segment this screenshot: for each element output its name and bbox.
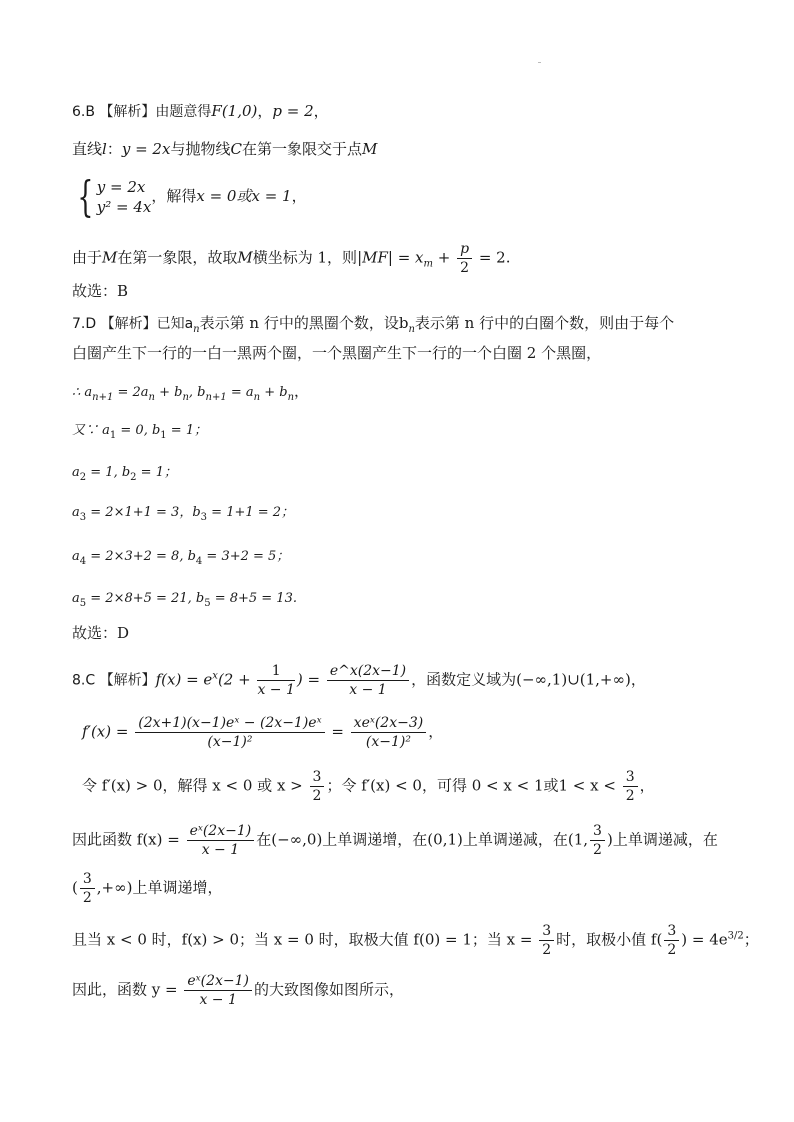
q6-system-line: { y = 2x y² = 4x ，解得x = 0或x = 1， [72,176,307,218]
q8-monotonic: 令 f′(x) > 0，解得 x < 0 或 x > $\frac{3}{2}$ ；令 f′(x) < 0，可得 0 < x < 1或1 < x < $\frac{3}{2}$ ， [82,769,655,804]
q7-row-2: $a_2 = 1$, $b_2 = 1$； [72,465,177,483]
q7-recurrence: ∴ $a_{n+1} = 2a_n + b_n$, $b_{n+1} = a_n + b_n$， [72,382,310,403]
fraction: $\frac{p}{2}$ [457,240,472,277]
q7-initial: 又∵ $a_1 = 0$, $b_1 = 1$； [72,423,208,441]
q6-line-2: 直线l：y = 2x与抛物线C在第一象限交于点M [72,140,378,158]
q8-derivative: f′(x) = $\frac{\text{(2x+1)(x−1)eˣ − (2x−1)eˣ}}{\text{(x−1)²}}$ = $\frac{\text{xeˣ(2x−3)}}{\text{(x−1)²}}$ ， [82,715,444,750]
q8-graph-line: 因此，函数 y = $\frac{\text{eˣ(2x−1)}}{x - 1}$ 的大致图像如图所示， [72,973,404,1008]
q8-increasing-2: ( $\frac{3}{2}$ ,+∞)上单调递增， [72,871,223,906]
fraction: $\frac{3}{2}$ [80,870,95,907]
q7-row-5: $a_5 = 2\times 8+5 = 21$, $b_5 = 8+5 = 13$. [72,591,297,609]
fraction: $\frac{e\^{}x(2x-1)}{x - 1}$ [327,662,409,699]
fraction: $\frac{3}{2}$ [539,922,554,959]
q8-line-1: 8.C 【解析】$f(x) = e^x(2$ + $\frac{1}{x - 1}$ ) = $\frac{e\^{}x(2x-1)}{x - 1}$ ，函数定义域为(−∞,1)∪(1,+∞)， [72,663,646,698]
fraction: $\frac{\text{eˣ(2x−1)}}{x - 1}$ [184,972,252,1009]
q7-answer: 故选：D [72,624,130,642]
q6-line-4: 由于M在第一象限，故取M横坐标为 1，则$|MF| = x_m$ + $\frac{p}{2}$ = 2. [72,241,511,276]
fraction: $\frac{\text{xeˣ(2x−3)}}{\text{(x−1)²}}$ [351,714,427,751]
q6-answer: 故选：B [72,282,129,300]
fraction: $\frac{3}{2}$ [310,768,325,805]
q7-row-3: $a_3 = 2\times 1+1 = 3$，$b_3 = 1+1 = 2$； [72,505,295,523]
q7-line-2: 白圈产生下一行的一白一黑两个圈，一个黑圈产生下一行的一个白圈 2 个黑圈， [72,344,602,362]
equation-system: { y = 2x y² = 4x [77,172,152,221]
brace-glyph: { [77,172,94,221]
fraction: $\frac{3}{2}$ [590,822,605,859]
fraction: $\frac{3}{2}$ [664,922,679,959]
q8-extrema: 且当 x < 0 时，f(x) > 0；当 x = 0 时，取极大值 f(0) = 1；当 x = $\frac{3}{2}$ 时，取极小值 f( $\frac{3}{2}$ ) = $4e^{3/2}$； [72,923,759,958]
q8-increasing: 因此函数 f(x) = $\frac{\text{eˣ(2x−1)}}{x - 1}$ 在(−∞,0)上单调递增，在(0,1)上单调递减，在(1, $\frac{3}{2}$ )上单调递减，在 [72,823,718,858]
q6-line-1: 6.B 【解析】由题意得F(1,0)，p = 2， [72,102,329,120]
fraction: $\frac{\text{eˣ(2x−1)}}{x - 1}$ [187,822,255,859]
scan-speck [538,62,541,63]
fraction: $\frac{1}{x - 1}$ [257,663,295,698]
fraction: $\frac{3}{2}$ [623,768,638,805]
q7-row-4: $a_4 = 2\times 3+2 = 8$, $b_4 = 3+2 = 5$； [72,549,290,567]
q7-line-1: 7.D 【解析】已知$a_n$表示第 n 行中的黑圈个数，设$b_n$表示第 n 行中的白圈个数，则由于每个 [72,314,675,335]
fraction: $\frac{\text{(2x+1)(x−1)eˣ − (2x−1)eˣ}}{\text{(x−1)²}}$ [135,714,324,751]
